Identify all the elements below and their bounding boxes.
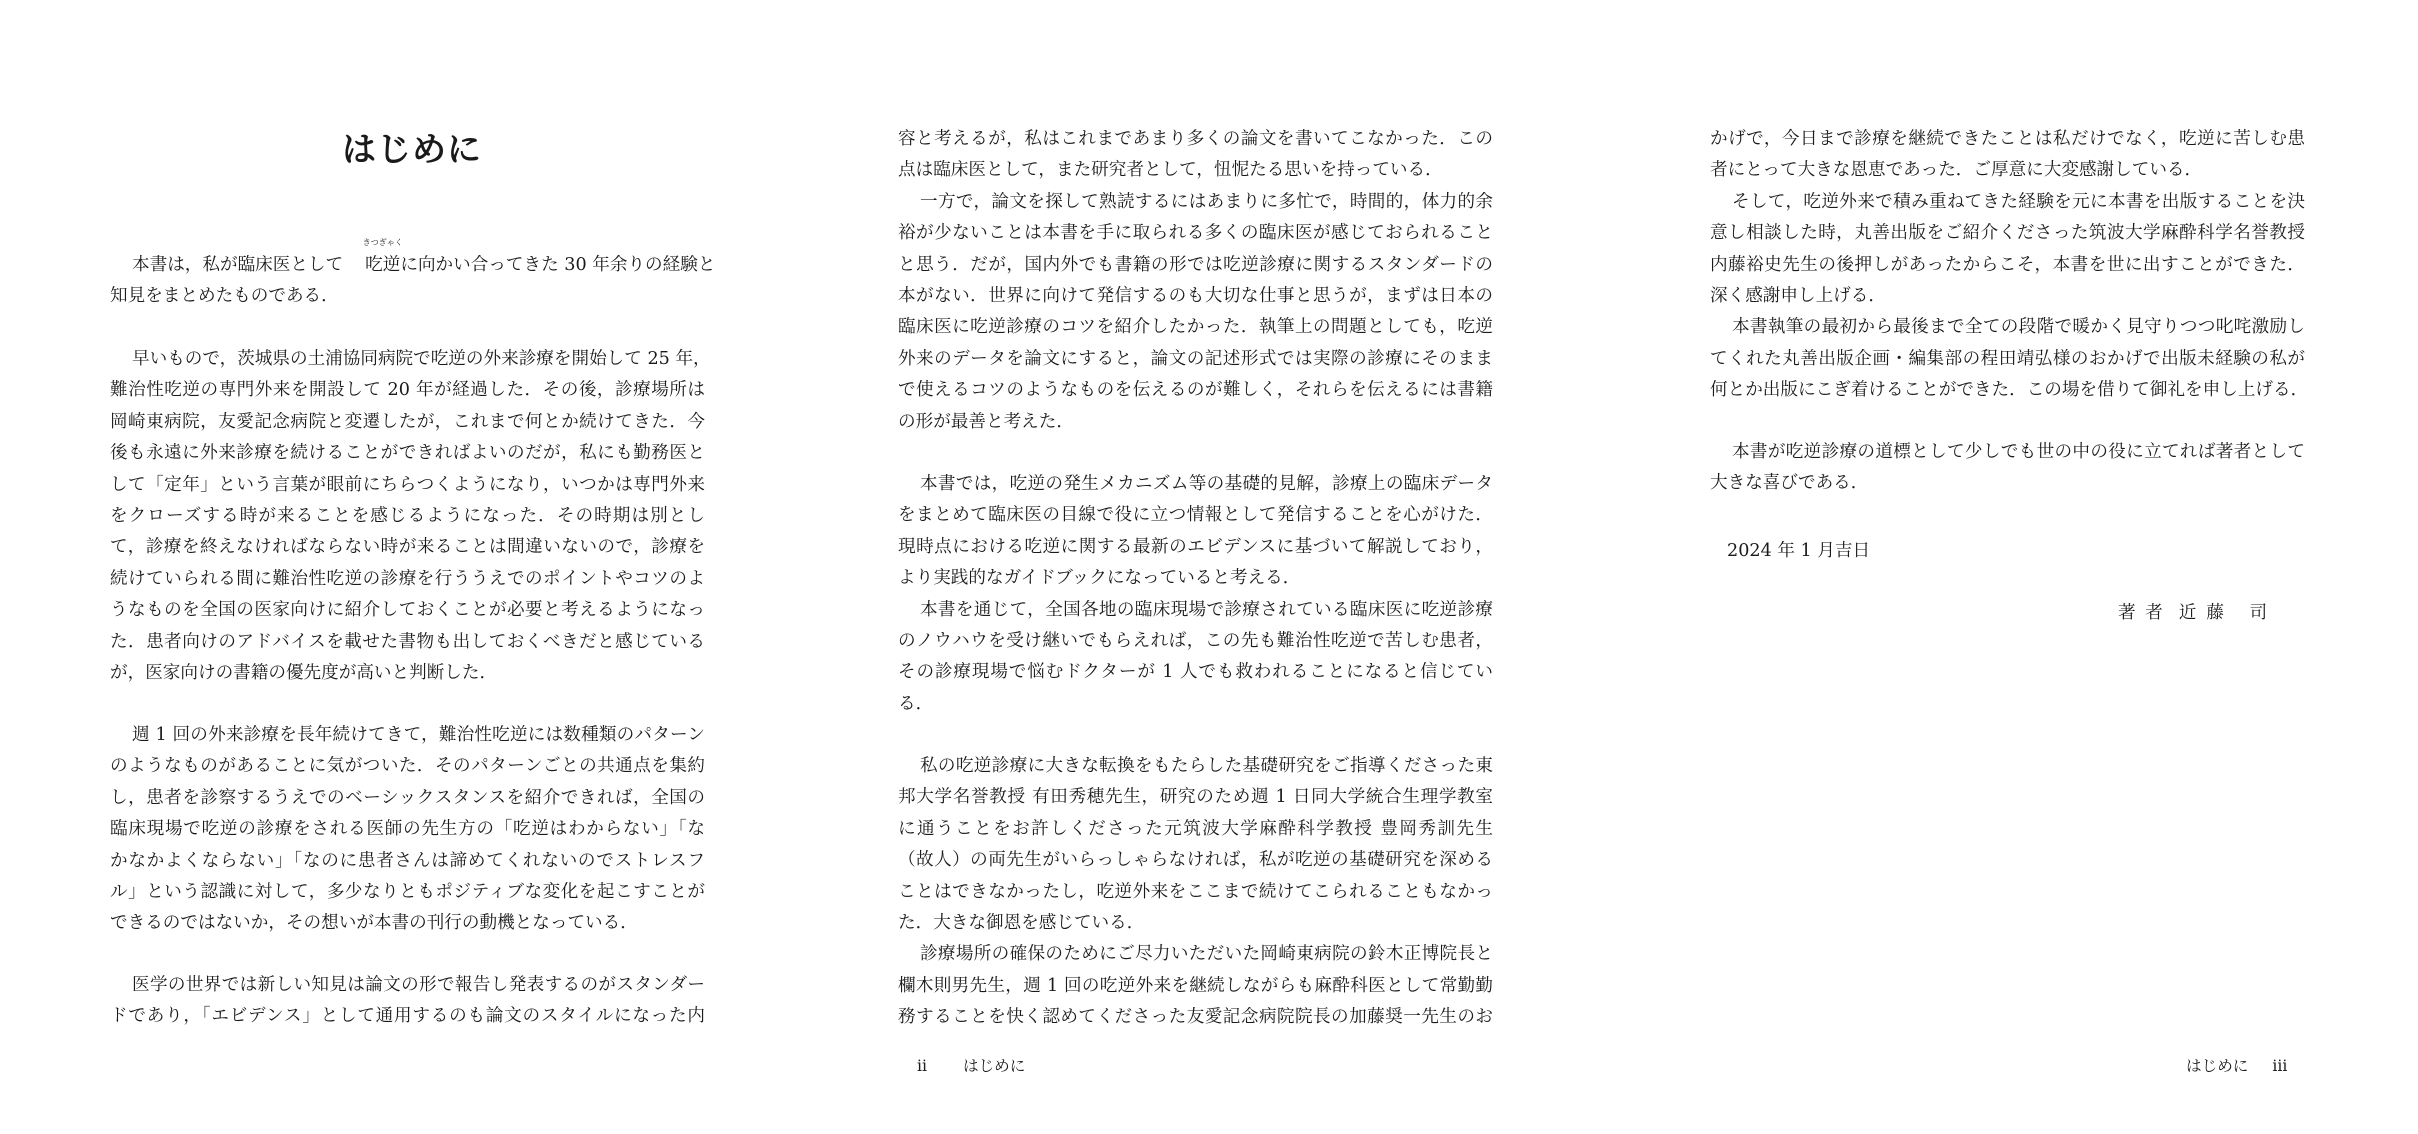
date-line: 2024 年 1 月吉日 [1727, 541, 1871, 561]
text-line: ドであり，「エビデンス」として通用するのも論文のスタイルになった内 [110, 1006, 705, 1027]
author-role: 著 者 [2118, 603, 2165, 623]
page-footer-left [917, 1054, 1025, 1076]
text-line: （故人）の両先生がいらっしゃらなければ，私が吃逆の基礎研究を深める [898, 850, 1493, 871]
text-line: より実践的なガイドブックになっていると考える． [898, 568, 1301, 589]
text-line: 本がない．世界に向けて発信するのも大切な仕事と思うが，まずは日本の [898, 285, 1493, 306]
text-line: のようなものがあることに気がついた．そのパターンごとの共通点を集約 [110, 756, 705, 777]
text-line: の形が最善と考えた． [898, 411, 1074, 432]
text-line: 大きな喜びである． [1710, 473, 1869, 494]
text-line: 診療場所の確保のためにご尽力いただいた岡崎東病院の鈴木正博院長と [920, 944, 1493, 965]
page-footer-right [2186, 1054, 2287, 1076]
text-line: てくれた丸善出版企画・編集部の程田靖弘様のおかげで出版未経験の私が [1710, 348, 2305, 369]
text-line: 現時点における吃逆に関する最新のエビデンスに基づいて解説しており， [898, 536, 1493, 557]
text-line: 難治性吃逆の専門外来を開設して 20 年が経過した．その後，診療場所は [110, 380, 705, 401]
text-line: 容と考えるが，私はこれまであまり多くの論文を書いてこなかった．この [898, 129, 1493, 149]
text-line: 何とか出版にこぎ着けることができた．この場を借りて御礼を申し上げる． [1710, 380, 2309, 401]
text-line: た．大きな御恩を感じている． [898, 912, 1145, 933]
text-line: ことはできなかったし，吃逆外来をここまで続けてこられることもなかっ [898, 881, 1493, 902]
text-line: 内藤裕史先生の後押しがあったからこそ，本書を世に出すことができた． [1710, 254, 2305, 275]
text-line: して「定年」という言葉が眼前にちらつくようになり，いつかは専門外来 [110, 474, 705, 495]
text-line: 岡崎東病院，友愛記念病院と変遷したが，これまで何とか続けてきた．今 [110, 411, 705, 432]
author-signature [2118, 598, 2277, 629]
text-line: その診療現場で悩むドクターが 1 人でも救われることになると信じてい [898, 662, 1493, 683]
text-line: 点は臨床医として，また研究者として，忸怩たる思いを持っている． [898, 160, 1443, 181]
text-line: 本書が吃逆診療の道標として少しでも世の中の役に立てれば著者として [1732, 442, 2305, 462]
text-line: 意し相談した時，丸善出版をご紹介くださった筑波大学麻酔科学名誉教授 [1710, 223, 2305, 244]
paragraph [898, 124, 1493, 438]
text-line: できるのではないか，その想いが本書の刊行の動機となっている． [110, 913, 638, 934]
text-line: 知見をまとめたものである． [110, 286, 339, 307]
paragraph-closing [1710, 437, 2305, 500]
running-footer-title: はじめに [962, 1057, 1026, 1075]
ruby-annotation: きつぎゃく 吃逆 [362, 238, 403, 275]
paragraph-intro [110, 238, 716, 313]
text-line: かなかよくならない」「なのに患者さんは諦めてくれないのでストレスフ [110, 850, 705, 871]
text-line: に通うことをお許しくださった元筑波大学麻酔科学教授 豊岡秀訓先生 [898, 818, 1493, 839]
page-number: iii [2272, 1057, 2288, 1075]
paragraph [898, 751, 1493, 1034]
text-line: そして，吃逆外来で積み重ねてきた経験を元に本書を出版することを決 [1732, 191, 2305, 212]
text-line: 邦大学名誉教授 有田秀穂先生，研究のため週 1 日同大学統合生理学教室 [898, 787, 1493, 808]
text-line: 本書を通じて，全国各地の臨床現場で診療されている臨床医に吃逆診療 [920, 599, 1493, 620]
text-line: 後も永遠に外来診療を続けることができればよいのだが，私にも勤務医と [110, 443, 705, 464]
paragraph [110, 970, 705, 1033]
text-line: 本書執筆の最初から最後まで全ての段階で暖かく見守りつつ叱咤激励し [1732, 317, 2305, 338]
paragraph [110, 720, 705, 940]
text-line: た．患者向けのアドバイスを載せた書物も出しておくべきだと感じている [110, 631, 705, 652]
text-line: で使えるコツのようなものを伝えるのが難しく，それらを伝えるには書籍 [898, 380, 1493, 401]
paragraph [1710, 124, 2309, 407]
text-line: 医学の世界では新しい知見は論文の形で報告し発表するのがスタンダー [132, 975, 705, 995]
text-line: 務することを快く認めてくださった友愛記念病院院長の加藤奨一先生のお [898, 1007, 1493, 1028]
text-line: 一方で，論文を探して熟読するにはあまりに多忙で，時間的，体力的余 [920, 191, 1493, 212]
paragraph [898, 469, 1493, 720]
text-line: をクローズする時が来ることを感じるようになった．その時期は別とし [110, 505, 705, 526]
text-line: のノウハウを受け継いでもらえれば，この先も難治性吃逆で苦しむ患者， [898, 630, 1493, 651]
text-line: 週 1 回の外来診療を長年続けてきて，難治性吃逆には数種類のパターン [132, 725, 705, 745]
text-line: し，患者を診察するうえでのベーシックスタンスを紹介できれば，全国の [110, 787, 705, 808]
text-line: 臨床現場で吃逆の診療をされる医師の先生方の「吃逆はわからない」「な [110, 819, 705, 840]
text-line: うなものを全国の医家向けに紹介しておくことが必要と考えるようになっ [110, 600, 705, 621]
text-line: 続けていられる間に難治性吃逆の診療を行ううえでのポイントやコツのよ [110, 568, 705, 589]
text-line: 欄木則男先生，週 1 回の吃逆外来を継続しながらも麻酔科医として常勤勤 [898, 975, 1493, 996]
text-line: 臨床医に吃逆診療のコツを紹介したかった．執筆上の問題としても，吃逆 [898, 317, 1493, 338]
text-line: 私の吃逆診療に大きな転換をもたらした基礎研究をご指導くださった東 [920, 756, 1493, 776]
text-line: と思う．だが，国内外でも書籍の形では吃逆診療に関するスタンダードの [898, 254, 1493, 275]
text-line: 者にとって大きな恩恵であった．ご厚意に大変感謝している． [1710, 160, 2203, 181]
text-line: 本書は，私が臨床医として きつぎゃく 吃逆に向かい合ってきた 30 年余りの経験と [110, 250, 705, 281]
author-name: 近藤 司 [2178, 603, 2278, 623]
text-line: 裕が少ないことは本書を手に取られる多くの臨床医が感じておられること [898, 223, 1493, 244]
text-line: 早いもので，茨城県の土浦協同病院で吃逆の外来診療を開始して 25 年， [132, 349, 711, 369]
page-title: はじめに [342, 130, 482, 170]
text-line: が，医家向けの書籍の優先度が高いと判断した． [110, 662, 498, 683]
text-line: て，診療を終えなければならない時が来ることは間違いないので，診療を [110, 537, 705, 558]
text-line: 本書では，吃逆の発生メカニズム等の基礎的見解，診療上の臨床データ [920, 474, 1493, 494]
text-line: 深く感謝申し上げる． [1710, 285, 1886, 306]
text-line: ル」という認識に対して，多少なりともポジティブな変化を起こすことが [110, 881, 705, 902]
page-number: ii [917, 1057, 927, 1075]
text-line: 外来のデータを論文にすると，論文の記述形式では実際の診療にそのまま [898, 348, 1493, 369]
text-line: をまとめて臨床医の目線で役に立つ情報として発信することを心がけた． [898, 505, 1493, 526]
text-line: かげで，今日まで診療を継続できたことは私だけでなく，吃逆に苦しむ患 [1710, 129, 2305, 149]
running-footer-title: はじめに [2186, 1057, 2249, 1075]
text-line: る． [898, 693, 934, 714]
paragraph [110, 344, 711, 689]
